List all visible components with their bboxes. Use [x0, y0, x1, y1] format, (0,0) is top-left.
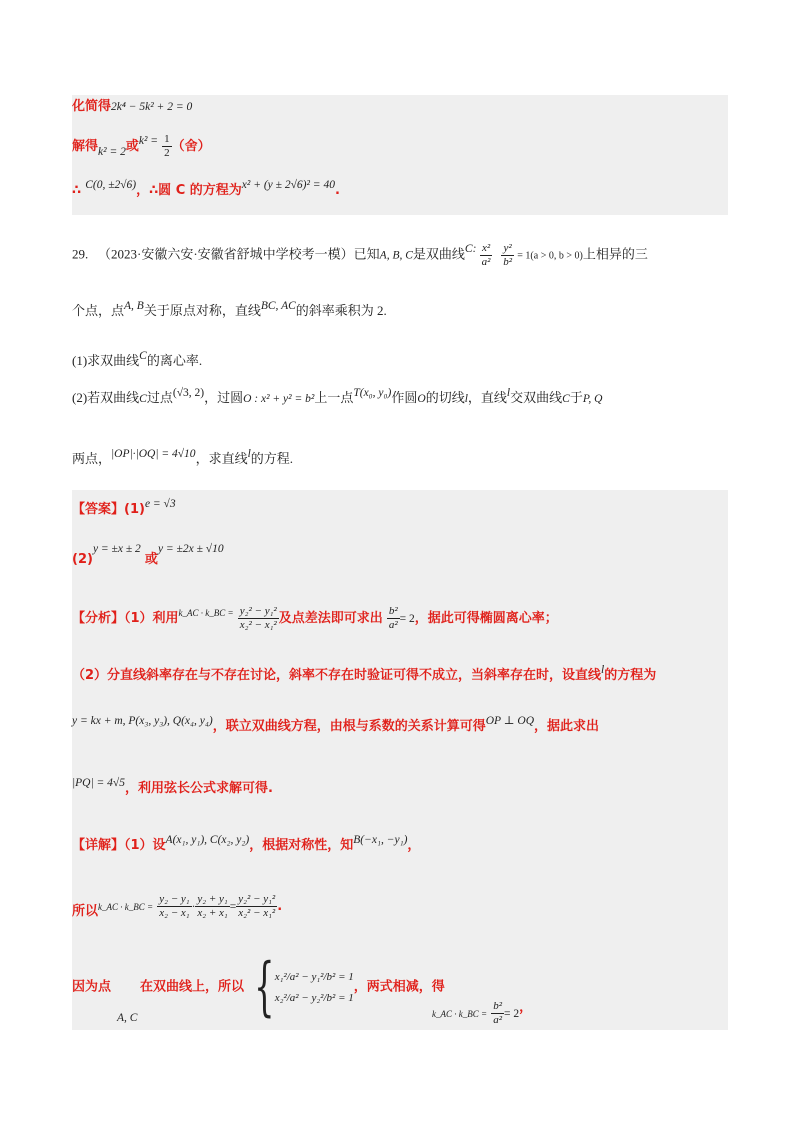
- system-brace: {: [254, 950, 275, 1024]
- detail-result: k_AC · k_BC = $\frac{\text{b²}}{\text{a²}}$ = 2，: [432, 1000, 533, 1026]
- circle-result-line: ∴ C(0, ±2√6)，∴圆 C 的方程为x² + (y ± 2√6)² = 40.: [72, 179, 340, 198]
- answer-line-2: (2)y = ±x ± 2 或y = ±2x ± √10: [72, 543, 224, 567]
- solution-band-main: [72, 490, 728, 1030]
- analysis-line-2: （2）分直线斜率存在与不存在讨论，斜率不存在时验证可得不成立，当斜率存在时，设直线l的方程为: [72, 664, 657, 683]
- half-fraction: $\frac{1}{2}$: [164, 133, 170, 159]
- answer-line-1: 【答案】(1)e = √3: [72, 498, 176, 517]
- detail-points-ac: A, C: [117, 1012, 138, 1024]
- solve-line: 解得k² = 2或k² = $\frac{1}{2}$ （舍）: [72, 133, 211, 159]
- equation-system: x₁²/a² − y₁²/b² = 1 x₂²/a² − y₂²/b² = 1: [274, 970, 354, 1004]
- detail-line-2: 所以k_AC · k_BC = $\frac{\text{y₂ − y₁}}{\text{x₂ − x₁}}$ · $\frac{\text{y₂ + y₁}}{\text{x₂ + x₁}}$ = $\frac{\text{y₂² − y₁²}}{\text{x₂² − x₁²}}$ .: [72, 893, 283, 919]
- analysis-line-3: y = kx + m, P(x₃, y₃), Q(x₄, y₄)，联立双曲线方程，由根与系数的关系计算可得OP ⊥ OQ，据此求出: [72, 715, 600, 734]
- question-2: (2)若双曲线C过点(√3, 2)，过圆O : x² + y² = b²上一点T(x₀, y₀)作圆O的切线l，直线l交双曲线C于P, Q: [72, 387, 603, 405]
- simplify-line: 化简得2k⁴ − 5k² + 2 = 0: [72, 99, 193, 114]
- problem-line-2: 个点，点A, B关于原点对称，直线BC, AC的斜率乘积为 2.: [72, 300, 387, 318]
- question-1: (1)求双曲线C的离心率.: [72, 350, 203, 368]
- eccentricity-answer: e = √3: [144, 498, 176, 510]
- x-squared-over-a-squared: $\frac{\text{x²}}{\text{a²}}$: [481, 242, 491, 268]
- y-squared-over-b-squared: $\frac{\text{y²}}{\text{b²}}$: [503, 242, 513, 268]
- detail-line-3: 因为点 在双曲线上，所以 { x₁²/a² − y₁²/b² = 1 x₂²/a² − y₂²/b² = 1 ，两式相减，得: [72, 950, 445, 1024]
- question-2-cont: 两点，|OP|·|OQ| = 4√10，求直线l的方程.: [72, 448, 294, 466]
- detail-line-1: 【详解】（1）设A(x₁, y₁), C(x₂, y₂)，根据对称性，知B(−x₁, −y₁)，: [72, 834, 421, 853]
- analysis-line-4: |PQ| = 4√5，利用弦长公式求解可得.: [72, 777, 273, 796]
- analysis-line-1: 【分析】（1）利用$^{k\_AC \cdot k\_BC =}$ $\frac{\text{y₂² − y₁²}}{\text{x₂² − x₁²}}$ 及点差法即可求出 $\frac{\text{b²}}{\text{a²}}$ = 2，据此可得椭圆离心率；: [72, 605, 558, 631]
- problem-line-1: 29. （2023·安徽六安·安徽省舒城中学校考一模）已知A, B, C是双曲线C: $\frac{\text{x²}}{\text{a²}}$ $\frac{\text{y²}}{\text{b²}}$ = 1(a > 0, b > 0)上相异的三: [72, 242, 648, 268]
- simplified-equation: 2k⁴ − 5k² + 2 = 0: [111, 101, 193, 113]
